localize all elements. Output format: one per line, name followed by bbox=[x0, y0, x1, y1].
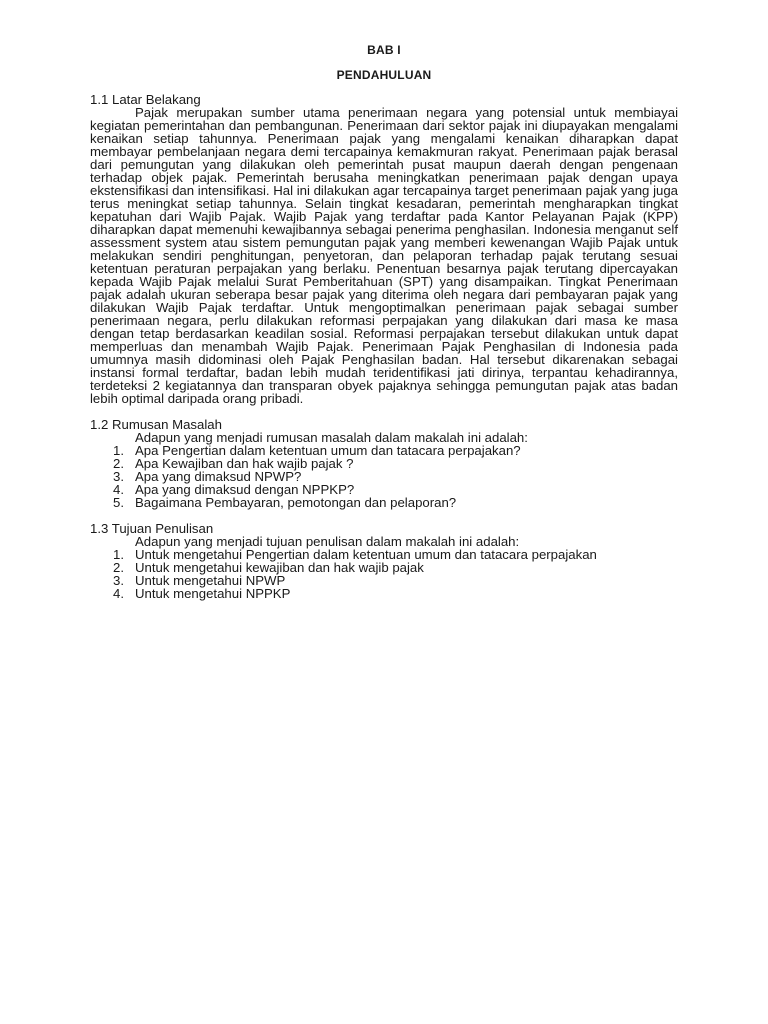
list-item: 1. Apa Pengertian dalam ketentuan umum dan tatacara perpajakan? bbox=[113, 443, 521, 458]
list-item-text: Untuk mengetahui kewajiban dan hak wajib pajak bbox=[135, 560, 424, 575]
list-item: 1. Untuk mengetahui Pengertian dalam ketentuan umum dan tatacara perpajakan bbox=[113, 547, 597, 562]
chapter-number: BAB I bbox=[367, 43, 401, 57]
section-intro: Adapun yang menjadi tujuan penulisan dalam makalah ini adalah: bbox=[135, 534, 520, 549]
section-heading: 1.3 Tujuan Penulisan bbox=[90, 521, 214, 536]
section-rumusan-masalah bbox=[90, 418, 678, 509]
list-item: 2. Apa Kewajiban dan hak wajib pajak ? bbox=[113, 456, 354, 471]
list-item-text: Bagaimana Pembayaran, pemotongan dan pelaporan? bbox=[135, 495, 457, 510]
list-item-text: Untuk mengetahui Pengertian dalam ketentuan umum dan tatacara perpajakan bbox=[135, 547, 597, 562]
numbered-list bbox=[90, 548, 678, 600]
list-item-text: Untuk mengetahui NPPKP bbox=[135, 586, 291, 601]
list-item: 4. Untuk mengetahui NPPKP bbox=[113, 586, 291, 601]
list-item: 5. Bagaimana Pembayaran, pemotongan dan pelaporan? bbox=[113, 495, 457, 510]
list-item: 2. Untuk mengetahui kewajiban dan hak wajib pajak bbox=[113, 560, 424, 575]
document-page bbox=[90, 44, 678, 600]
section-tujuan-penulisan bbox=[90, 522, 678, 600]
chapter-title: PENDAHULUAN bbox=[336, 68, 432, 82]
list-item: 3. Untuk mengetahui NPWP bbox=[113, 573, 286, 588]
section-intro: Adapun yang menjadi rumusan masalah dalam makalah ini adalah: bbox=[135, 430, 528, 445]
numbered-list bbox=[90, 444, 678, 509]
list-item: 4. Apa yang dimaksud dengan NPPKP? bbox=[113, 482, 355, 497]
list-item: 3. Apa yang dimaksud NPWP? bbox=[113, 469, 302, 484]
section-heading: 1.2 Rumusan Masalah bbox=[90, 417, 222, 432]
section-heading: 1.1 Latar Belakang bbox=[90, 92, 201, 107]
list-item-text: Apa yang dimaksud NPWP? bbox=[135, 469, 302, 484]
list-item-text: Apa yang dimaksud dengan NPPKP? bbox=[135, 482, 355, 497]
body-paragraph: Pajak merupakan sumber utama penerimaan negara yang potensial untuk membiayai kegiatan pemerintahan dan pembangunan. Penerimaan dari sektor pajak ini diupayakan mengalami kenaikan setiap tahunnya. Penerimaan pajak yang mengalami kenaikan diharapkan dapat membayar pembelanjaan negara demi tercapainya kemakmuran rakyat. Penerimaan pajak berasal dari pemungutan yang dilakukan oleh pemerintah pusat maupun daerah dengan pengenaan terhadap objek pajak. Pemerintah berusaha meningkatkan penerimaan pajak dengan upaya ekstensifikasi dan intensifikasi. Hal ini dilakukan agar tercapainya target penerimaan pajak yang juga terus meningkat setiap tahunnya. Selain tingkat kesadaran, pemerintah mengharapkan tingkat kepatuhan dari Wajib Pajak. Wajib Pajak yang terdaftar pada Kantor Pelayanan Pajak (KPP) diharapkan dapat memenuhi kewajibannya sebagai penerima penghasilan. Indonesia menganut self assessment system atau sistem pemungutan pajak yang memberi kewenangan Wajib Pajak untuk melakukan sendiri penghitungan, penyetoran, dan pelaporan terhadap pajak terutang sesuai ketentuan peraturan perpajakan yang berlaku. Penentuan besarnya pajak terutang dipercayakan kepada Wajib Pajak melalui Surat Pemberitahuan (SPT) yang disampaikan. Tingkat Penerimaan pajak adalah ukuran seberapa besar pajak yang diterima oleh negara dari pembayaran pajak yang dilakukan Wajib Pajak terdaftar. Untuk mengoptimalkan penerimaan pajak sebagai sumber penerimaan negara, perlu dilakukan reformasi perpajakan yang dilakukan dari masa ke masa dengan tetap berdasarkan keadilan sosial. Reformasi perpajakan tersebut dilakukan untuk dapat memperluas dan menambah Wajib Pajak. Penerimaan Pajak Penghasilan di Indonesia pada umumnya masih didominasi oleh Pajak Penghasilan badan. Hal tersebut dikarenakan sebagai instansi formal terdaftar, badan lebih mudah teridentifikasi jati dirinya, terpantau kehadirannya, terdeteksi 2 kegiatannya dan transparan obyek pajaknya sehingga pemungutan pajak atas badan lebih optimal daripada orang pribadi. bbox=[90, 105, 678, 406]
list-item-text: Untuk mengetahui NPWP bbox=[135, 573, 286, 588]
section-latar-belakang bbox=[90, 93, 678, 405]
list-item-text: Apa Kewajiban dan hak wajib pajak ? bbox=[135, 456, 354, 471]
list-item-text: Apa Pengertian dalam ketentuan umum dan tatacara perpajakan? bbox=[135, 443, 521, 458]
